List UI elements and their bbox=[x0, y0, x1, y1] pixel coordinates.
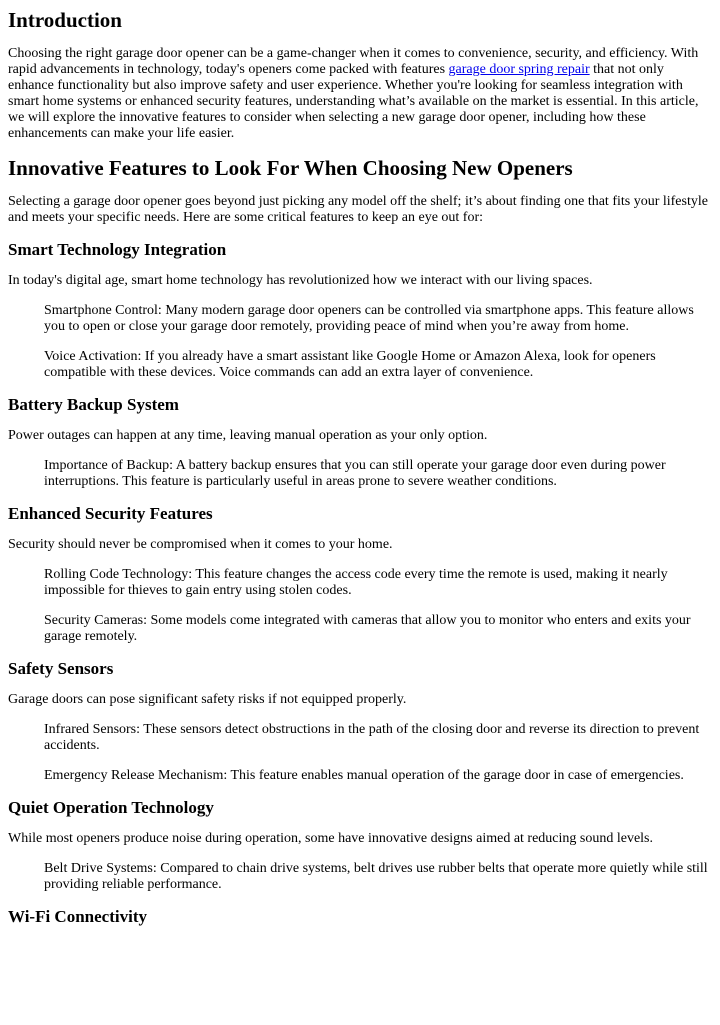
section-heading: Battery Backup System bbox=[8, 395, 179, 414]
section-heading: Enhanced Security Features bbox=[8, 504, 213, 523]
list-item: Voice Activation: If you already have a smart assistant like Google Home or Amazon Alexa, look for openers compatible with these devices. Voice commands can add an extra layer of convenience. bbox=[44, 349, 656, 380]
section-wifi bbox=[8, 907, 713, 927]
section-heading: Wi-Fi Connectivity bbox=[8, 907, 147, 926]
intro-heading: Introduction bbox=[8, 8, 122, 32]
section-intro: While most openers produce noise during operation, some have innovative designs aimed at reducing sound levels. bbox=[8, 831, 654, 846]
list-item: Security Cameras: Some models come integrated with cameras that allow you to monitor who enters and exits your garage remotely. bbox=[44, 613, 691, 644]
list-item: Infrared Sensors: These sensors detect obstructions in the path of the closing door and reverse its direction to prevent accidents. bbox=[44, 722, 700, 753]
section-safety-sensors bbox=[8, 659, 713, 784]
section-battery-backup bbox=[8, 395, 713, 490]
list-item: Emergency Release Mechanism: This feature enables manual operation of the garage door in case of emergencies. bbox=[44, 768, 684, 783]
section-heading: Quiet Operation Technology bbox=[8, 798, 214, 817]
section-intro: In today's digital age, smart home technology has revolutionized how we interact with our living spaces. bbox=[8, 273, 593, 288]
list-item: Rolling Code Technology: This feature changes the access code every time the remote is used, making it nearly impossible for thieves to gain entry using stolen codes. bbox=[44, 567, 668, 598]
features-heading: Innovative Features to Look For When Choosing New Openers bbox=[8, 156, 573, 180]
section-smart-technology bbox=[8, 240, 713, 381]
section-heading: Smart Technology Integration bbox=[8, 240, 227, 259]
intro-paragraph bbox=[8, 46, 713, 142]
list-item: Importance of Backup: A battery backup ensures that you can still operate your garage door even during power interruptions. This feature is particularly useful in areas prone to severe weather conditions. bbox=[44, 458, 666, 489]
intro-text-before-link: Choosing the right garage door opener can be a game-changer when it comes to convenience, security, and efficiency. With rapid advancements in technology, today's openers come packed with features bbox=[8, 46, 699, 77]
section-intro: Power outages can happen at any time, leaving manual operation as your only option. bbox=[8, 428, 488, 443]
section-heading: Safety Sensors bbox=[8, 659, 114, 678]
section-intro: Security should never be compromised when it comes to your home. bbox=[8, 537, 393, 552]
section-intro: Garage doors can pose significant safety risks if not equipped properly. bbox=[8, 692, 407, 707]
article bbox=[0, 8, 720, 927]
intro-text-after-link: that not only enhance functionality but also improve safety and user experience. Whether you're looking for seamless integration with smart home systems or enhanced security features, understanding what’s available on the market is essential. In this article, we will explore the innovative features to consider when selecting a new garage door opener, including how these enhancements can make your life easier. bbox=[8, 62, 699, 141]
features-intro: Selecting a garage door opener goes beyond just picking any model off the shelf; it’s about finding one that fits your lifestyle and meets your specific needs. Here are some critical features to keep an eye out for: bbox=[8, 194, 708, 225]
list-item: Smartphone Control: Many modern garage door openers can be controlled via smartphone apps. This feature allows you to open or close your garage door remotely, providing peace of mind when you’re away from home. bbox=[44, 303, 694, 334]
list-item: Belt Drive Systems: Compared to chain drive systems, belt drives use rubber belts that operate more quietly while still providing reliable performance. bbox=[44, 861, 708, 892]
section-quiet-operation bbox=[8, 798, 713, 893]
section-security bbox=[8, 504, 713, 645]
spring-repair-link[interactable]: garage door spring repair bbox=[448, 62, 590, 77]
